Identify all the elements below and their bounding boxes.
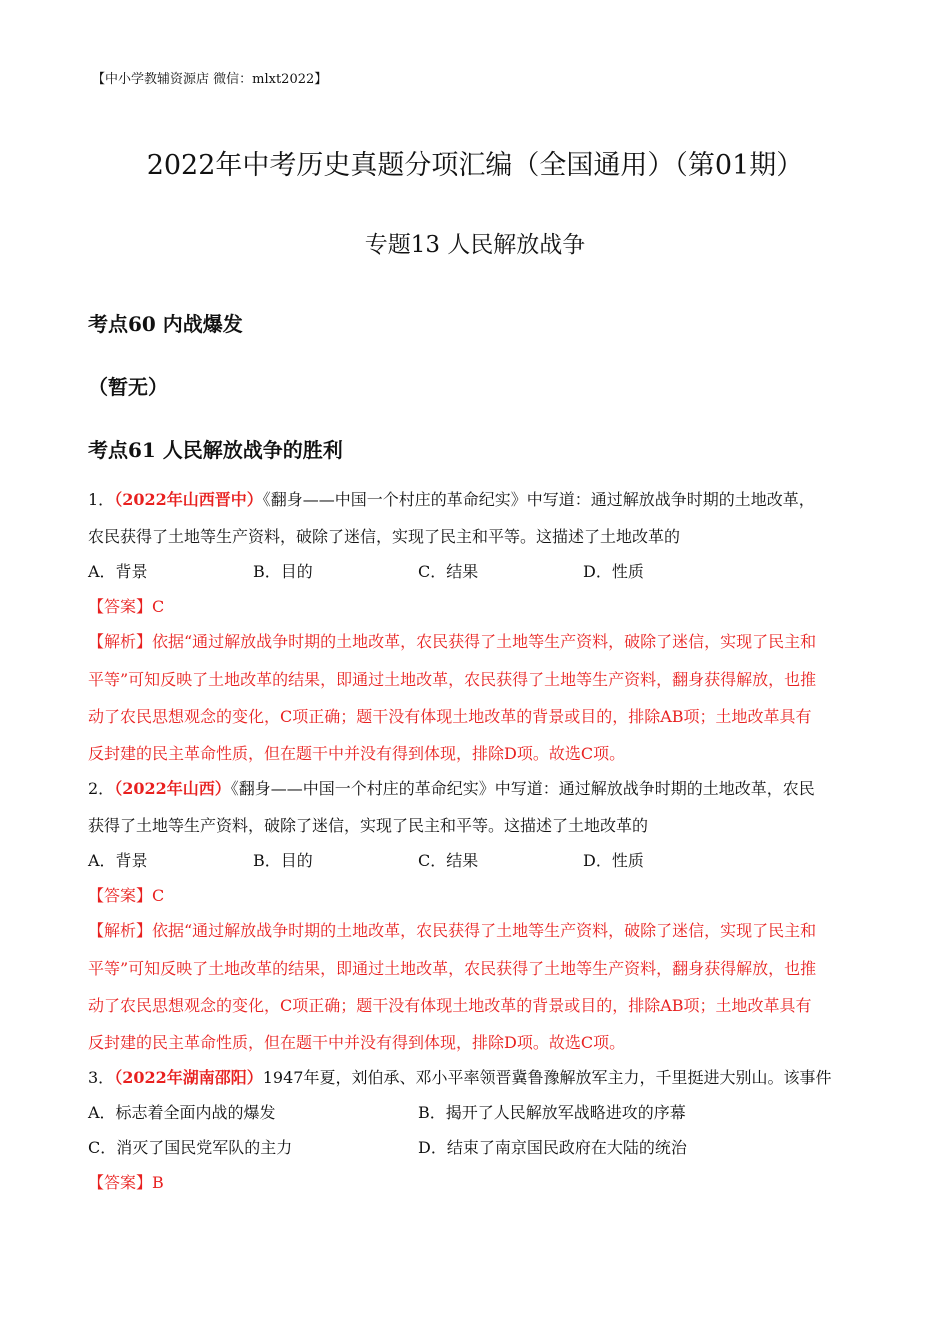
q1-answer: 【答案】C: [88, 597, 165, 616]
q2-option-a: A．背景: [88, 851, 148, 870]
q1-option-b: B．目的: [253, 562, 313, 581]
q2-analysis-line: 平等”可知反映了土地改革的结果，即通过土地改革，农民获得了土地等生产资料，翻身获得解放，也推: [88, 959, 817, 978]
q2-analysis-line: 动了农民思想观念的变化，C项正确；题干没有体现土地改革的背景或目的，排除AB项；土地改革具有: [88, 996, 812, 1015]
q2-analysis-line: 反封建的民主革命性质，但在题干中并没有得到体现，排除D项。故选C项。: [88, 1033, 626, 1052]
q1-analysis-line: 反封建的民主革命性质，但在题干中并没有得到体现，排除D项。故选C项。: [88, 744, 626, 763]
q3-source: （2022年湖南邵阳）: [114, 1068, 263, 1087]
q1-stem-line1: [88, 487, 815, 510]
q1-stem-line2: 农民获得了土地等生产资料，破除了迷信，实现了民主和平等。这描述了土地改革的: [88, 527, 681, 546]
section-61-title: 考点61 人民解放战争的胜利: [88, 438, 343, 462]
q2-option-d: D．性质: [583, 851, 644, 870]
q3-option-a: A．标志着全面内战的爆发: [88, 1103, 276, 1122]
q3-answer: 【答案】B: [88, 1173, 164, 1192]
q3-stem-text1: 1947年夏，刘伯承、邓小平率领晋冀鲁豫解放军主力，千里挺进大别山。该事件: [262, 1068, 832, 1087]
q2-answer: 【答案】C: [88, 886, 165, 905]
q1-number: 1．: [88, 490, 115, 509]
q3-number: 3．: [88, 1068, 115, 1087]
section-60-title: 考点60 内战爆发: [88, 312, 243, 336]
q1-stem-text1: 《翻身——中国一个村庄的革命纪实》中写道：通过解放战争时期的土地改革，: [262, 490, 815, 509]
q2-number: 2．: [88, 779, 115, 798]
q3-option-d: D．结束了南京国民政府在大陆的统治: [418, 1138, 687, 1157]
q3-stem-line1: [88, 1065, 831, 1088]
q2-option-b: B．目的: [253, 851, 313, 870]
q2-analysis-line: 【解析】依据“通过解放战争时期的土地改革，农民获得了土地等生产资料，破除了迷信，实现了民主和: [88, 921, 817, 940]
q1-analysis-line: 【解析】依据“通过解放战争时期的土地改革，农民获得了土地等生产资料，破除了迷信，实现了民主和: [88, 632, 817, 651]
page-subtitle: 专题13 人民解放战争: [364, 232, 586, 258]
q1-analysis-line: 动了农民思想观念的变化，C项正确；题干没有体现土地改革的背景或目的，排除AB项；土地改革具有: [88, 707, 812, 726]
q2-stem-line1: [88, 776, 815, 799]
q2-source: （2022年山西）: [114, 779, 231, 798]
q2-stem-text1: 《翻身——中国一个村庄的革命纪实》中写道：通过解放战争时期的土地改革，农民: [230, 779, 815, 798]
q1-option-a: A．背景: [88, 562, 148, 581]
q3-option-b: B．揭开了人民解放军战略进攻的序幕: [418, 1103, 686, 1122]
page-title: 2022年中考历史真题分项汇编（全国通用）（第01期）: [146, 150, 804, 181]
q1-option-c: C．结果: [418, 562, 479, 581]
header-note: 【中小学教辅资源店 微信：mlxt2022】: [92, 72, 328, 87]
q1-analysis-line: 平等”可知反映了土地改革的结果，即通过土地改革，农民获得了土地等生产资料，翻身获得解放，也推: [88, 670, 817, 689]
section-60-note: （暂无）: [88, 375, 168, 399]
q1-source: （2022年山西晋中）: [114, 490, 263, 509]
q2-option-c: C．结果: [418, 851, 479, 870]
q2-stem-line2: 获得了土地等生产资料，破除了迷信，实现了民主和平等。这描述了土地改革的: [88, 816, 649, 835]
q1-option-d: D．性质: [583, 562, 644, 581]
q3-option-c: C．消灭了国民党军队的主力: [88, 1138, 293, 1157]
